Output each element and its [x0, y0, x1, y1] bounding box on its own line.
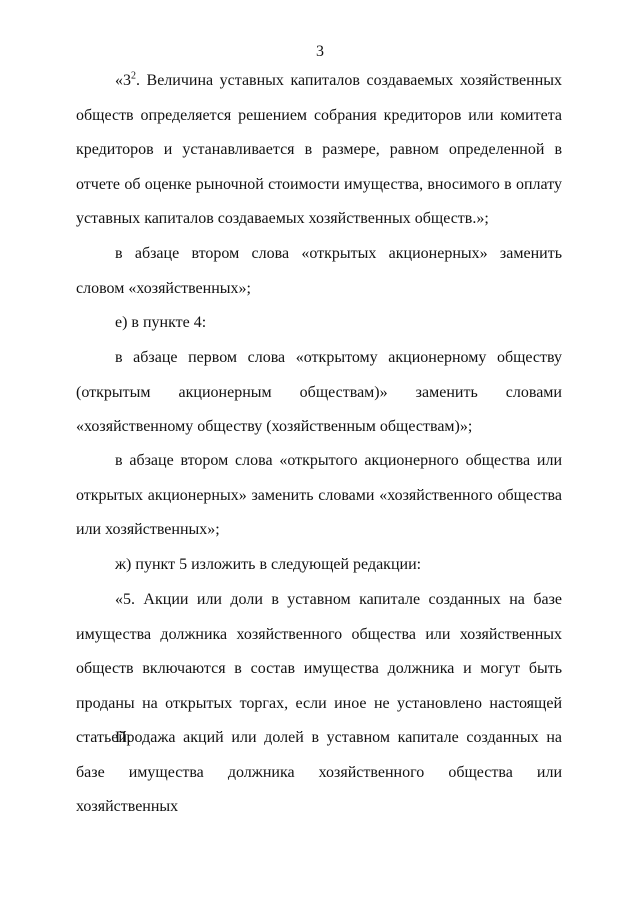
- paragraph-sale-of-shares: Продажа акций или долей в уставном капитале созданных на базе имущества должника хозяйственного общества или хозяйственных: [76, 729, 562, 815]
- superscript: 2: [131, 70, 136, 82]
- paragraph-item-e: е) в пункте 4:: [115, 314, 207, 331]
- paragraph-charter-capital: [76, 64, 562, 237]
- paragraph-second-abzac: в абзаце втором слова «открытых акционерных» заменить словом «хозяйственных»;: [76, 245, 562, 297]
- paragraph-point-5: «5. Акции или доли в уставном капитале созданных на базе имущества должника хозяйственного общества или хозяйственных обществ включаются в состав имущества должника и могут быть проданы на открытых торгах, если иное не установлено настоящей статьей.: [76, 591, 562, 746]
- paragraph-item-zh: ж) пункт 5 изложить в следующей редакции:: [115, 556, 422, 573]
- paragraph-first-abzac: в абзаце первом слова «открытому акционерному обществу (открытым акционерным обществам)» заменить словами «хозяйственному обществу (хозяйственным обществам)»;: [76, 349, 562, 435]
- page-number: 3: [316, 43, 324, 60]
- paragraph-second-abzac-replace: в абзаце втором слова «открытого акционерного общества или открытых акционерных» заменить словами «хозяйственного общества или хозяйственных»;: [76, 452, 562, 538]
- paragraph-prefix: «3: [115, 72, 131, 89]
- paragraph-text: . Величина уставных капиталов создаваемых хозяйственных обществ определяется решением собрания кредиторов или комитета кредиторов и устанавливается в размере, равном определенной в отчете об оценке рыночной стоимости имущества, вносимого в оплату уставных капиталов создаваемых хозяйственных обществ.»;: [76, 72, 562, 227]
